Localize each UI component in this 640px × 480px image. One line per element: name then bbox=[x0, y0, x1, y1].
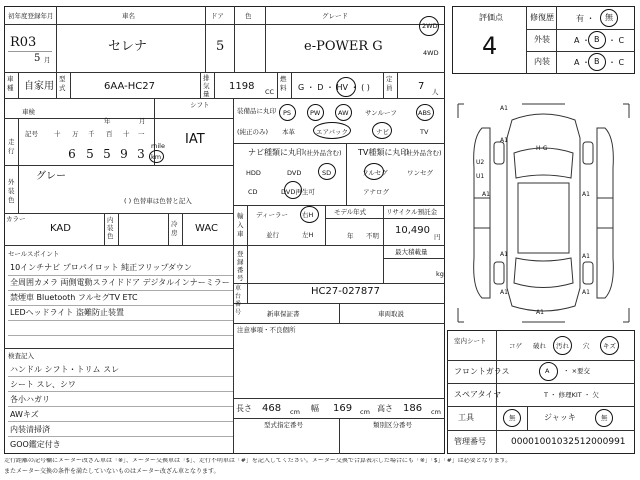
chassis-value: HC27-027877 bbox=[311, 286, 381, 297]
capacity-unit: 人 bbox=[432, 88, 439, 96]
seat-tear: 破れ bbox=[533, 342, 546, 350]
car-name: セレナ bbox=[108, 39, 148, 54]
name-label: 車名 bbox=[122, 12, 135, 20]
unit-label-10: 十 bbox=[123, 130, 130, 138]
tv-type-note: (社外品含む) bbox=[404, 149, 442, 157]
sales-points-label: セールスポイント bbox=[8, 250, 60, 258]
exterior-options: A ・ bbox=[574, 36, 591, 45]
tv-analog: アナログ bbox=[363, 188, 389, 196]
width-value: 169 bbox=[333, 403, 353, 414]
tv-fullseg: フルセグ bbox=[362, 169, 388, 177]
mgmt-value: 00001001032512000991 bbox=[511, 437, 626, 447]
nav-hdd: HDD bbox=[246, 169, 261, 177]
tv-type-label: TV種類に丸印 bbox=[358, 148, 409, 157]
inspection-month-label: 月 bbox=[139, 117, 146, 125]
type-number-label: 型式指定番号 bbox=[264, 421, 303, 429]
mgmt-label: 管理番号 bbox=[454, 437, 486, 446]
footer-note-2: またメーター交換の条件を満たしていないものはメーター改ざん車となります。 bbox=[4, 468, 220, 475]
seat-scratch: キズ bbox=[603, 342, 616, 350]
exterior-tail: ・ C bbox=[608, 36, 625, 45]
unit-label-1: 一 bbox=[138, 130, 145, 138]
interior-label: 内装 bbox=[534, 57, 550, 66]
diagram-mark: U2 bbox=[476, 159, 485, 166]
diagram-mark: U1 bbox=[476, 173, 485, 180]
height-unit: cm bbox=[431, 408, 441, 416]
exterior-label: 外装 bbox=[534, 35, 550, 44]
height-label: 高さ bbox=[377, 404, 393, 413]
equip-sunroof: サンルーフ bbox=[365, 109, 397, 117]
recycle-unit: 円 bbox=[434, 233, 441, 241]
inspection-label: 車検 bbox=[22, 108, 35, 116]
inspector-line: 各小ハガリ bbox=[10, 395, 50, 404]
model-year-unknown: 不明 bbox=[366, 232, 379, 240]
sales-point-line: 10インチナビ プロパイロット 純正フリップダウン bbox=[10, 263, 192, 272]
diagram-mark: A1 bbox=[500, 105, 508, 112]
sales-point-line: LEDヘッドライト 盗難防止装置 bbox=[10, 308, 124, 317]
model-year-label: モデル年式 bbox=[334, 208, 367, 216]
diagram-mark: A1 bbox=[500, 137, 508, 144]
tv-oneseg: ワンセグ bbox=[407, 169, 433, 177]
first-reg-label: 初年度登録年月 bbox=[8, 12, 54, 20]
vehicle-diagram bbox=[452, 98, 635, 328]
drive-2wd: 2WD bbox=[422, 22, 438, 30]
exterior-color-label: 外装色 bbox=[8, 178, 15, 204]
exterior-selected: B bbox=[594, 35, 600, 44]
inspector-line: GOO鑑定付き bbox=[10, 440, 61, 449]
manual-doc: 車両取説 bbox=[378, 310, 404, 318]
equipment-label: 装備品に丸印 bbox=[237, 107, 276, 115]
capacity-value: 7 bbox=[418, 81, 425, 92]
diagram-mark: A1 bbox=[482, 191, 490, 198]
grade-value: e-POWER G bbox=[304, 39, 383, 54]
interior-color-label: 内装色 bbox=[107, 216, 114, 240]
nav-type-label: ナビ種類に丸印 bbox=[248, 148, 304, 157]
unit-label-100: 百 bbox=[106, 130, 113, 138]
sales-point-line: 全周囲カメラ 両側電動スライドドア デジタルインナーミラー bbox=[10, 278, 230, 287]
seat-burn: コゲ bbox=[509, 342, 522, 350]
ac-label: 冷房 bbox=[171, 220, 178, 237]
inspector-label: 検査記入 bbox=[8, 352, 34, 360]
glass-label: フロントガラス bbox=[454, 367, 510, 376]
footer-note-1: 走行距離の記号欄にメーター改ざん車は「※」、メーター交換車は「$」、走行不明車は「#」を記入してください。メーター交換で合算表示した場合にも「※」「$」「#」は必要となります。 bbox=[4, 458, 512, 464]
mileage-label: 走行 bbox=[8, 138, 15, 155]
mileage-digit: 5 bbox=[103, 147, 111, 161]
recycle-value: 10,490 bbox=[395, 225, 430, 236]
score-label: 評価点 bbox=[479, 13, 503, 22]
note-label: 注意事項・不良個所 bbox=[237, 326, 296, 334]
repair-options: 有 ・ bbox=[576, 14, 595, 23]
interior-options: A ・ bbox=[574, 58, 591, 67]
nav-type-note: (社外品含む) bbox=[304, 149, 342, 157]
diagram-mark: A1 bbox=[500, 289, 508, 296]
first-reg-month: 5 bbox=[34, 53, 41, 64]
recycle-label: リサイクル預託金 bbox=[386, 208, 438, 216]
unit-km: km bbox=[151, 153, 162, 161]
tools-label: 工具 bbox=[458, 413, 474, 422]
color-code-value: KAD bbox=[50, 223, 71, 234]
sales-point-line: 禁煙車 Bluetooth フルセグTV ETC bbox=[10, 293, 138, 302]
exterior-color-note: ( ) 色替車は色替と記入 bbox=[124, 197, 192, 205]
equip-pw: PW bbox=[310, 109, 321, 117]
door-count: 5 bbox=[216, 39, 225, 54]
unit-label-1k: 千 bbox=[88, 130, 95, 138]
diagram-mark: A1 bbox=[500, 251, 508, 258]
unit-label-symbol: 記号 bbox=[25, 130, 38, 138]
fuel-label: 燃料 bbox=[280, 75, 287, 92]
repair-label: 修復歴 bbox=[530, 13, 554, 22]
door-label: ドア bbox=[211, 12, 224, 20]
mileage-digit: 5 bbox=[86, 147, 94, 161]
color-label: 色 bbox=[245, 12, 252, 20]
width-unit: cm bbox=[360, 408, 370, 416]
inspector-line: シート スレ、シワ bbox=[10, 380, 76, 389]
reg-no-label: 登録番号 bbox=[237, 250, 244, 282]
length-value: 468 bbox=[262, 403, 282, 414]
displacement-unit: CC bbox=[265, 88, 275, 96]
shift-value: IAT bbox=[185, 132, 205, 147]
diagram-mark: A1 bbox=[582, 191, 590, 198]
equip-ps: PS bbox=[283, 109, 292, 117]
nav-dvd: DVD bbox=[287, 169, 302, 177]
jack-label: ジャッキ bbox=[544, 413, 576, 422]
seat-dirt: 汚れ bbox=[556, 342, 569, 350]
height-value: 186 bbox=[403, 403, 423, 414]
fuel-options: G ・ D ・ HV ・ ( ) bbox=[298, 83, 370, 92]
import-parallel: 並行 bbox=[266, 231, 279, 239]
load-unit: kg bbox=[436, 270, 444, 278]
length-unit: cm bbox=[290, 408, 300, 416]
model-year-unit: 年 bbox=[347, 232, 354, 240]
length-label: 長さ bbox=[236, 404, 252, 413]
color-code-label: カラー bbox=[6, 215, 26, 223]
glass-tail: ・ ×要交 bbox=[563, 367, 591, 375]
right-hand: 右H bbox=[302, 211, 314, 219]
spare-label: スペアタイヤ bbox=[454, 390, 502, 399]
load-label: 最大積載量 bbox=[395, 248, 428, 256]
exterior-color-value: グレー bbox=[36, 171, 66, 182]
equip-nav: ナビ bbox=[376, 128, 389, 136]
model-value: 6AA-HC27 bbox=[104, 81, 155, 92]
shift-label: シフト bbox=[190, 101, 210, 109]
unit-label-10k: 万 bbox=[72, 130, 79, 138]
equip-abs: ABS bbox=[418, 109, 431, 117]
first-reg-value: R03 bbox=[10, 35, 37, 50]
tools-none: 無 bbox=[509, 414, 516, 422]
capacity-label: 定員 bbox=[386, 75, 393, 92]
unit-mile: mile bbox=[151, 142, 165, 150]
equip-aw: AW bbox=[338, 109, 349, 117]
import-dealer: ディーラー bbox=[256, 211, 288, 219]
width-label: 幅 bbox=[311, 404, 319, 413]
equip-leather: 本革 bbox=[282, 128, 295, 136]
interior-selected: B bbox=[594, 57, 600, 66]
mileage-digit: 9 bbox=[120, 147, 128, 161]
displacement-label: 排気量 bbox=[203, 74, 210, 98]
jack-none: 無 bbox=[601, 414, 608, 422]
kind-value: 自家用 bbox=[24, 81, 54, 92]
glass-a: A bbox=[545, 367, 550, 375]
equip-tv: TV bbox=[420, 128, 429, 136]
seat-hole: 穴 bbox=[583, 342, 590, 350]
inspector-line: AWキズ bbox=[10, 410, 39, 419]
repair-selected: 無 bbox=[605, 13, 613, 22]
nav-dvd-play: DVD再生可 bbox=[281, 188, 315, 196]
inspection-year-label: 年 bbox=[104, 117, 111, 125]
import-label: 輸入車 bbox=[237, 212, 244, 238]
month-unit: 月 bbox=[44, 56, 51, 64]
score-value: 4 bbox=[482, 32, 498, 60]
chassis-label: 車台番号 bbox=[235, 285, 242, 316]
class-number-label: 類別区分番号 bbox=[373, 421, 412, 429]
diagram-mark: A1 bbox=[582, 253, 590, 260]
nav-cd: CD bbox=[248, 188, 258, 196]
unit-label-100k: 十 bbox=[54, 130, 61, 138]
seat-label: 室内シート bbox=[454, 337, 487, 345]
drive-4wd: 4WD bbox=[423, 49, 439, 57]
spare-options: T ・ 修理KIT ・ 欠 bbox=[544, 391, 599, 399]
diagram-mark: A1 bbox=[536, 309, 544, 316]
left-hand: 左H bbox=[302, 231, 314, 239]
displacement-value: 1198 bbox=[229, 81, 255, 92]
diagram-mark: A1 bbox=[582, 289, 590, 296]
equipment-sub: (純正のみ) bbox=[237, 128, 269, 136]
grade-label: グレード bbox=[322, 12, 348, 20]
warranty-doc: 新車保証書 bbox=[267, 310, 300, 318]
kind-label: 車種 bbox=[7, 75, 14, 92]
inspector-line: 内装清掃済 bbox=[10, 425, 50, 434]
diagram-mark: H-G bbox=[536, 145, 548, 152]
equip-airbag: エアバック bbox=[316, 128, 348, 136]
mileage-digit: 6 bbox=[68, 147, 76, 161]
nav-sd: SD bbox=[322, 169, 332, 177]
inspector-line: ハンドル シフト・トリム スレ bbox=[10, 365, 120, 374]
mileage-digit: 3 bbox=[137, 147, 145, 161]
ac-value: WAC bbox=[195, 223, 218, 234]
interior-tail: ・ C bbox=[608, 58, 625, 67]
fuel-hv-circle bbox=[336, 77, 356, 97]
model-label: 型式 bbox=[59, 75, 66, 92]
